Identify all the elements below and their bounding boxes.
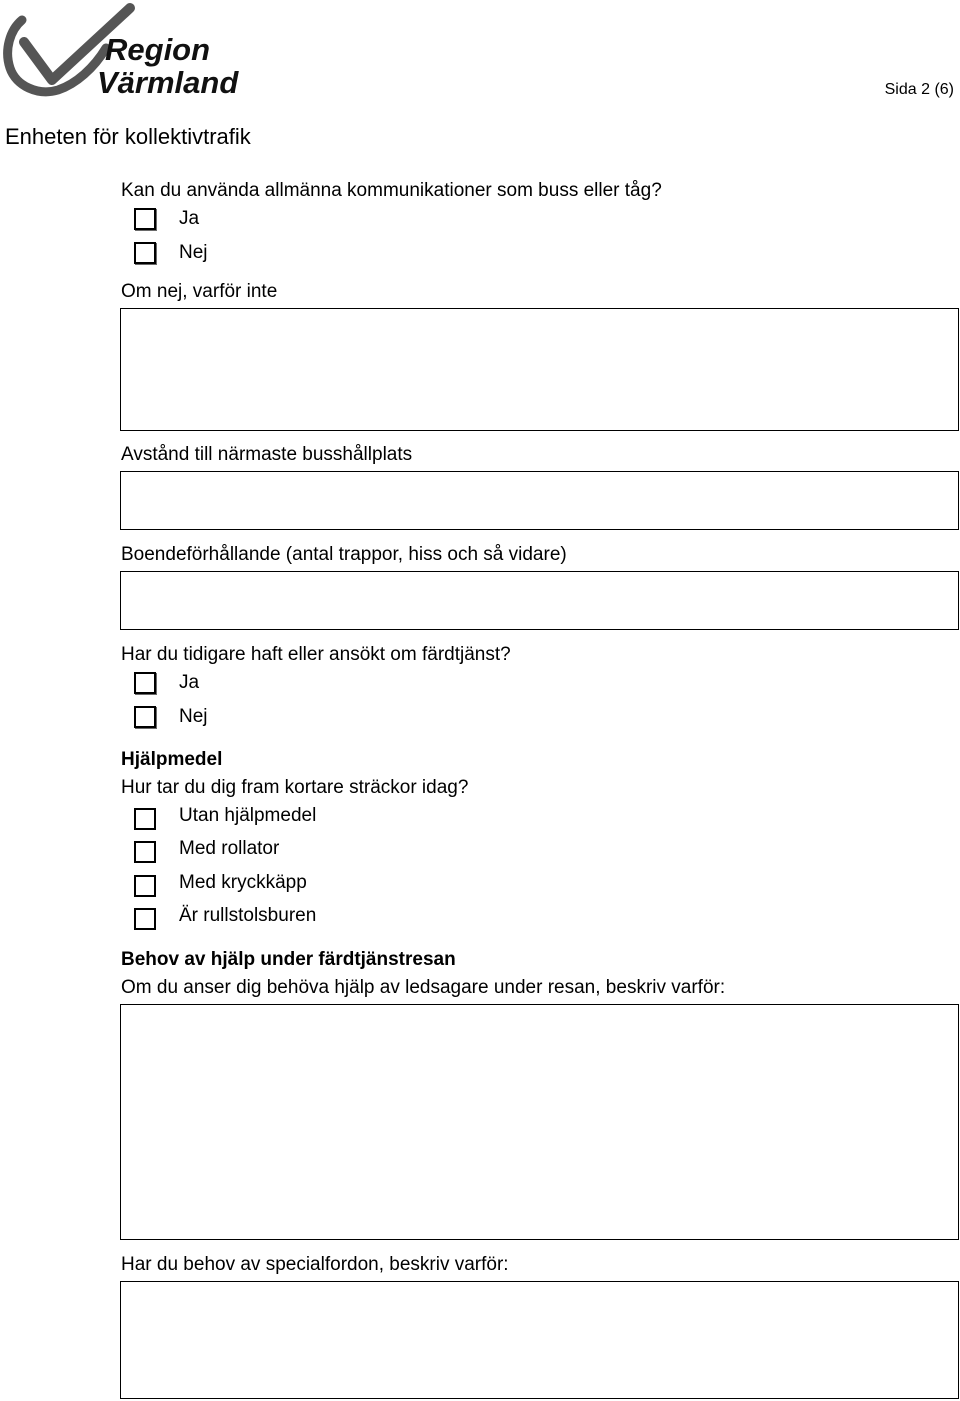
special-vehicle-field[interactable] [120,1281,959,1399]
unit-title: Enheten för kollektivtrafik [5,124,251,149]
distance-field[interactable] [120,471,959,530]
aid-rollator-label[interactable]: Med rollator [179,838,280,859]
aid-none-checkbox[interactable] [134,808,156,830]
prior-service-no-label[interactable]: Nej [179,706,208,727]
aids-heading: Hjälpmedel [121,749,223,770]
public-transport-yes-label[interactable]: Ja [179,208,200,229]
prior-service-yes-label[interactable]: Ja [179,672,200,693]
public-transport-yes-checkbox[interactable] [134,208,156,230]
aids-question: Hur tar du dig fram kortare sträckor idag? [121,777,469,798]
why-not-label: Om nej, varför inte [121,281,278,302]
why-not-field[interactable] [120,308,959,431]
aid-wheelchair-label[interactable]: Är rullstolsburen [179,905,317,926]
housing-field[interactable] [120,571,959,630]
public-transport-no-label[interactable]: Nej [179,242,208,263]
logo-text-region: Region [105,32,211,67]
public-transport-no-checkbox[interactable] [134,242,156,264]
distance-label: Avstånd till närmaste busshållplats [121,444,413,465]
housing-label: Boendeförhållande (antal trappor, hiss och så vidare) [121,544,567,565]
logo-text-varmland: Värmland [97,65,239,100]
assistance-field[interactable] [120,1004,959,1240]
prior-service-yes-checkbox[interactable] [134,672,156,694]
prior-service-question: Har du tidigare haft eller ansökt om färdtjänst? [121,644,511,665]
assistance-question: Om du anser dig behöva hjälp av ledsagare under resan, beskriv varför: [121,977,726,998]
aid-wheelchair-checkbox[interactable] [134,908,156,930]
region-varmland-logo [2,2,242,100]
public-transport-question: Kan du använda allmänna kommunikationer som buss eller tåg? [121,180,662,201]
prior-service-no-checkbox[interactable] [134,706,156,728]
page-number: Sida 2 (6) [884,81,954,98]
aid-crutch-label[interactable]: Med kryckkäpp [179,872,307,893]
aid-rollator-checkbox[interactable] [134,841,156,863]
aid-crutch-checkbox[interactable] [134,875,156,897]
special-vehicle-label: Har du behov av specialfordon, beskriv varför: [121,1254,509,1275]
aid-none-label[interactable]: Utan hjälpmedel [179,805,317,826]
assistance-heading: Behov av hjälp under färdtjänstresan [121,949,456,970]
